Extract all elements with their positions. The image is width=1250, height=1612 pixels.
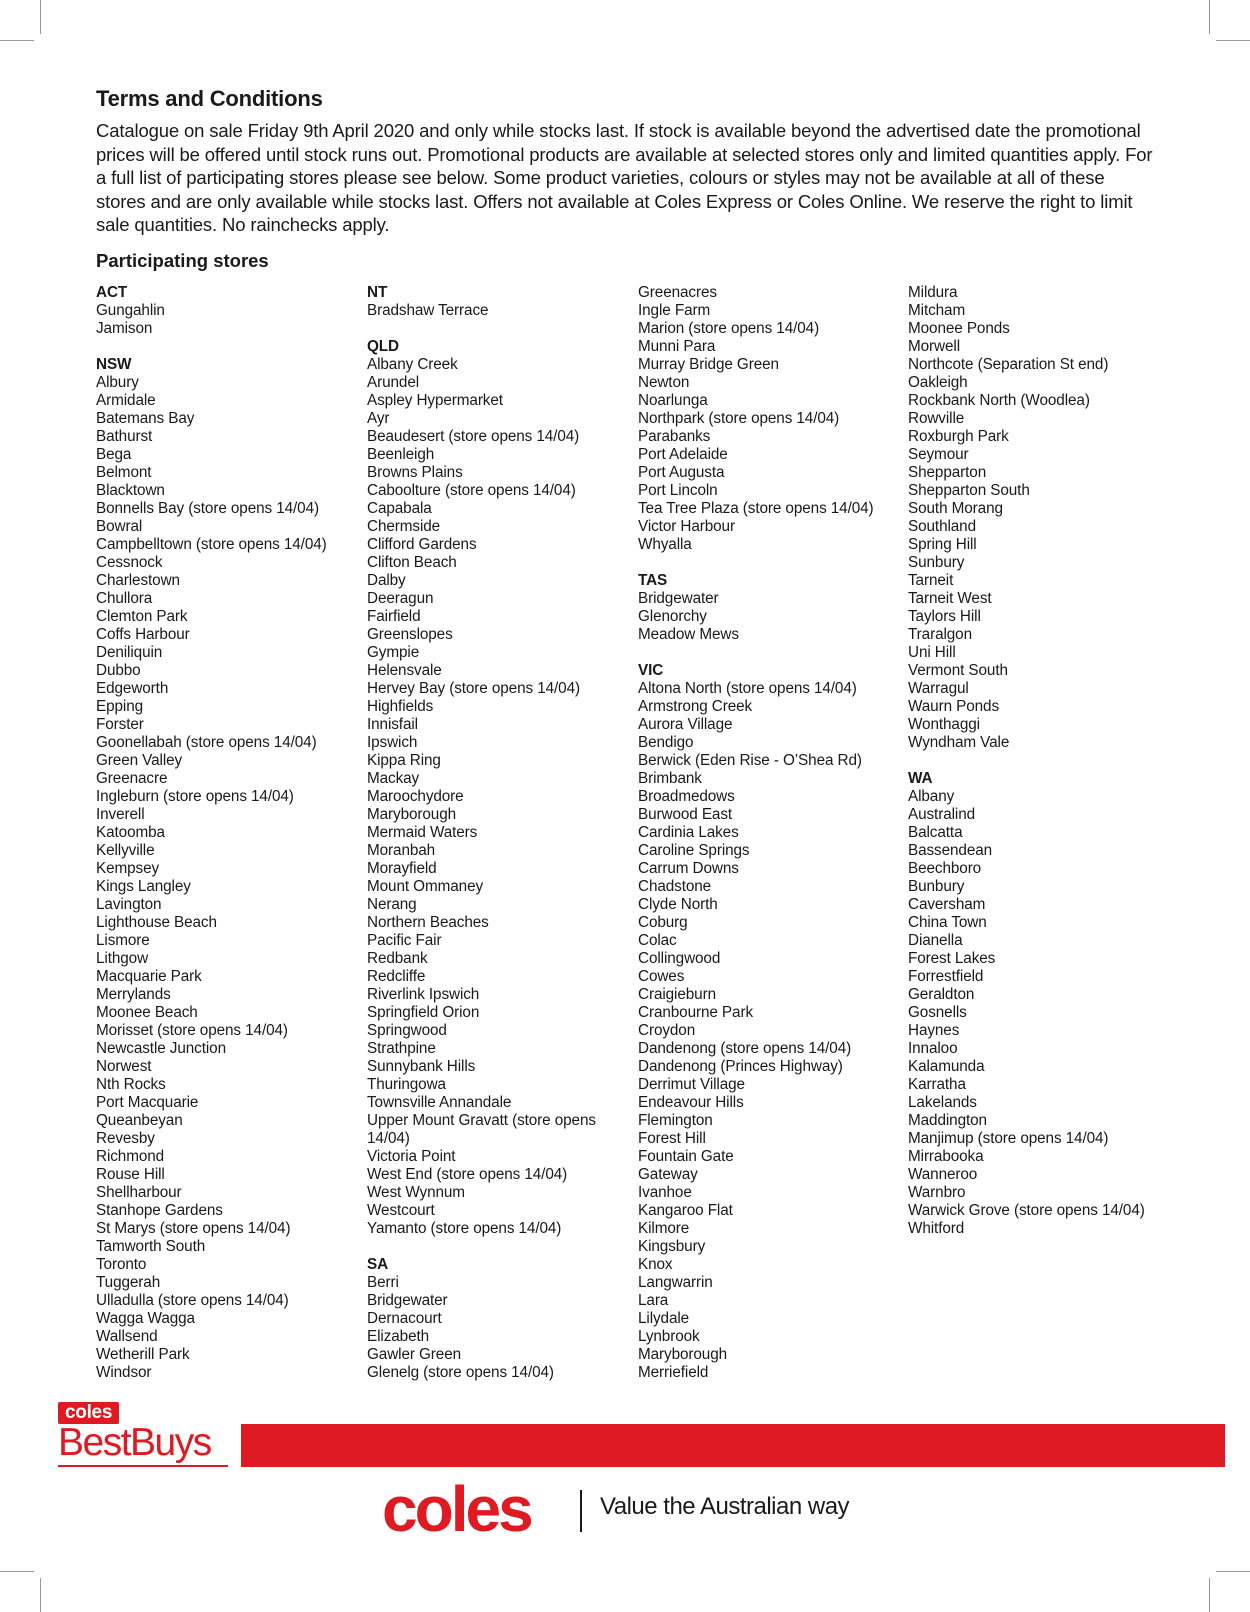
state-heading: WA: [908, 770, 933, 787]
store-name: Brimbank: [638, 770, 702, 787]
store-name: Edgeworth: [96, 680, 169, 697]
crop-mark: [1216, 40, 1250, 41]
store-name: Maryborough: [367, 806, 457, 823]
store-name: Westcourt: [367, 1202, 435, 1219]
store-name: Rockbank North (Woodlea): [908, 392, 1090, 409]
state-heading: QLD: [367, 338, 399, 355]
store-name: Kangaroo Flat: [638, 1202, 733, 1219]
store-name: Maroochydore: [367, 788, 464, 805]
store-name: Karratha: [908, 1076, 966, 1093]
store-name: Hervey Bay (store opens 14/04): [367, 680, 580, 697]
store-name: Ulladulla (store opens 14/04): [96, 1292, 289, 1309]
store-name: Munni Para: [638, 338, 716, 355]
store-name: Lakelands: [908, 1094, 977, 1111]
store-name: Tamworth South: [96, 1238, 206, 1255]
store-name: Nth Rocks: [96, 1076, 166, 1093]
store-name: Caversham: [908, 896, 986, 913]
store-name: Windsor: [96, 1364, 152, 1381]
store-name: Beenleigh: [367, 446, 435, 463]
bestbuys-text: BestBuys: [58, 1421, 211, 1464]
store-name: Charlestown: [96, 572, 180, 589]
store-name: Ivanhoe: [638, 1184, 692, 1201]
store-name: Richmond: [96, 1148, 165, 1165]
store-name: Rowville: [908, 410, 965, 427]
store-name: Carrum Downs: [638, 860, 739, 877]
store-name: Redcliffe: [367, 968, 426, 985]
store-name: Thuringowa: [367, 1076, 446, 1093]
store-name: Lithgow: [96, 950, 149, 967]
store-name: Noarlunga: [638, 392, 708, 409]
bestbuys-coles-tag: coles: [58, 1402, 119, 1424]
store-name: Lilydale: [638, 1310, 690, 1327]
store-name: Forrestfield: [908, 968, 984, 985]
store-name: Wanneroo: [908, 1166, 978, 1183]
store-name: Gympie: [367, 644, 420, 661]
store-name: Kempsey: [96, 860, 160, 877]
crop-mark: [40, 1578, 41, 1612]
store-name: Cowes: [638, 968, 685, 985]
store-name: Tea Tree Plaza (store opens 14/04): [638, 500, 874, 517]
store-name: Morayfield: [367, 860, 437, 877]
store-name: Moranbah: [367, 842, 436, 859]
store-name: Strathpine: [367, 1040, 436, 1057]
store-name: Springwood: [367, 1022, 447, 1039]
store-name: Northern Beaches: [367, 914, 489, 931]
store-name: Coffs Harbour: [96, 626, 190, 643]
spacer: [638, 644, 903, 662]
store-name: Chullora: [96, 590, 153, 607]
store-name: Belmont: [96, 464, 152, 481]
store-name: Fountain Gate: [638, 1148, 734, 1165]
store-column-4: [908, 284, 1173, 1238]
store-name: Gawler Green: [367, 1346, 462, 1363]
crop-mark: [1209, 0, 1210, 34]
store-name: Port Macquarie: [96, 1094, 199, 1111]
store-name: Dalby: [367, 572, 406, 589]
coles-logo: coles: [382, 1473, 531, 1545]
store-name: Wagga Wagga: [96, 1310, 195, 1327]
store-name: Pacific Fair: [367, 932, 442, 949]
store-name: Wyndham Vale: [908, 734, 1010, 751]
store-name: Newton: [638, 374, 690, 391]
crop-mark: [0, 1571, 34, 1572]
spacer: [638, 554, 903, 572]
store-name: Berwick (Eden Rise - O’Shea Rd): [638, 752, 862, 769]
store-name: Kippa Ring: [367, 752, 441, 769]
store-name: Croydon: [638, 1022, 696, 1039]
store-name: Lavington: [96, 896, 162, 913]
store-name: Southland: [908, 518, 976, 535]
state-heading: ACT: [96, 284, 128, 301]
store-name: Helensvale: [367, 662, 442, 679]
store-name: Forest Hill: [638, 1130, 706, 1147]
store-name: Australind: [908, 806, 976, 823]
store-name: Fairfield: [367, 608, 421, 625]
store-name: Roxburgh Park: [908, 428, 1009, 445]
store-name: Oakleigh: [908, 374, 968, 391]
tagline-divider: [580, 1490, 582, 1532]
store-name: Ipswich: [367, 734, 418, 751]
store-name: Warwick Grove (store opens 14/04): [908, 1202, 1145, 1219]
store-name: Shepparton: [908, 464, 987, 481]
store-name: Innaloo: [908, 1040, 958, 1057]
store-name: Capabala: [367, 500, 432, 517]
store-name: Mildura: [908, 284, 958, 301]
store-name: Port Augusta: [638, 464, 725, 481]
store-name: Shellharbour: [96, 1184, 182, 1201]
terms-title: Terms and Conditions: [96, 86, 323, 111]
store-name: Parabanks: [638, 428, 711, 445]
store-name: Port Adelaide: [638, 446, 728, 463]
store-name: Bassendean: [908, 842, 993, 859]
store-name: Armstrong Creek: [638, 698, 753, 715]
terms-body: Catalogue on sale Friday 9th April 2020 and only while stocks last. If stock is available beyond the advertised date the promotional prices will be offered until stock runs out. Promotional products are available at selected stores only and limited quantities apply. For a full list of participating stores please see below. Some product varieties, colours or styles may not be available at all of these stores and are only available while stocks last. Offers not available at Coles Express or Coles Online. We reserve the right to limit sale quantities. No rainchecks apply.: [96, 120, 1153, 236]
store-name: Springfield Orion: [367, 1004, 480, 1021]
store-name: Lismore: [96, 932, 150, 949]
tagline: Value the Australian way: [600, 1493, 850, 1520]
store-name: Greenacre: [96, 770, 168, 787]
store-name: Kings Langley: [96, 878, 191, 895]
crop-mark: [0, 40, 34, 41]
store-name: Nerang: [367, 896, 417, 913]
store-name: Bridgewater: [367, 1292, 448, 1309]
store-name: Broadmedows: [638, 788, 735, 805]
store-name: Bunbury: [908, 878, 965, 895]
crop-mark: [1209, 1578, 1210, 1612]
store-name: Coburg: [638, 914, 688, 931]
store-name: Marion (store opens 14/04): [638, 320, 820, 337]
store-name: Knox: [638, 1256, 673, 1273]
store-name: Toronto: [96, 1256, 147, 1273]
store-name: Warragul: [908, 680, 969, 697]
store-name: Bega: [96, 446, 132, 463]
store-name: Altona North (store opens 14/04): [638, 680, 857, 697]
state-heading: NT: [367, 284, 388, 301]
store-name: Burwood East: [638, 806, 733, 823]
store-name: Mermaid Waters: [367, 824, 478, 841]
store-name: Elizabeth: [367, 1328, 430, 1345]
store-name: Flemington: [638, 1112, 713, 1129]
store-name: Redbank: [367, 950, 428, 967]
store-name: Berri: [367, 1274, 399, 1291]
store-name: Bradshaw Terrace: [367, 302, 489, 319]
store-name: Upper Mount Gravatt (store opens 14/04): [367, 1112, 596, 1147]
store-name: Cessnock: [96, 554, 163, 571]
store-name: Geraldton: [908, 986, 975, 1003]
store-name: Northcote (Separation St end): [908, 356, 1109, 373]
store-name: Clyde North: [638, 896, 718, 913]
store-name: Forest Lakes: [908, 950, 996, 967]
store-name: Northpark (store opens 14/04): [638, 410, 840, 427]
store-name: Ingle Farm: [638, 302, 711, 319]
store-name: Derrimut Village: [638, 1076, 745, 1093]
store-name: Haynes: [908, 1022, 960, 1039]
store-name: Deeragun: [367, 590, 434, 607]
store-name: Morwell: [908, 338, 960, 355]
state-heading: VIC: [638, 662, 664, 679]
store-name: Murray Bridge Green: [638, 356, 779, 373]
store-name: St Marys (store opens 14/04): [96, 1220, 291, 1237]
store-name: Uni Hill: [908, 644, 956, 661]
store-name: Lynbrook: [638, 1328, 700, 1345]
store-name: Batemans Bay: [96, 410, 195, 427]
store-name: Whyalla: [638, 536, 692, 553]
store-name: Caboolture (store opens 14/04): [367, 482, 576, 499]
store-name: Mirrabooka: [908, 1148, 984, 1165]
store-name: Colac: [638, 932, 677, 949]
store-name: West Wynnum: [367, 1184, 465, 1201]
participating-stores-title: Participating stores: [96, 250, 269, 271]
coles-bestbuys-logo: [58, 1402, 211, 1463]
store-name: West End (store opens 14/04): [367, 1166, 568, 1183]
store-name: Albany: [908, 788, 955, 805]
store-name: Highfields: [367, 698, 434, 715]
store-name: Mount Ommaney: [367, 878, 484, 895]
store-name: Sunbury: [908, 554, 965, 571]
store-name: Katoomba: [96, 824, 165, 841]
store-name: Langwarrin: [638, 1274, 713, 1291]
state-heading: SA: [367, 1256, 389, 1273]
store-name: Gungahlin: [96, 302, 165, 319]
store-name: Jamison: [96, 320, 153, 337]
store-name: Mackay: [367, 770, 420, 787]
store-name: Kalamunda: [908, 1058, 985, 1075]
store-name: Balcatta: [908, 824, 963, 841]
store-name: Tarneit West: [908, 590, 992, 607]
store-name: Forster: [96, 716, 144, 733]
store-name: Meadow Mews: [638, 626, 739, 643]
store-name: Kingsbury: [638, 1238, 706, 1255]
store-name: Waurn Ponds: [908, 698, 1000, 715]
store-name: Bonnells Bay (store opens 14/04): [96, 500, 319, 517]
store-name: Revesby: [96, 1130, 155, 1147]
store-name: Collingwood: [638, 950, 721, 967]
store-name: Bowral: [96, 518, 143, 535]
store-name: Chermside: [367, 518, 441, 535]
store-name: Wonthaggi: [908, 716, 980, 733]
store-name: Tarneit: [908, 572, 954, 589]
store-name: Tuggerah: [96, 1274, 161, 1291]
store-name: Merriefield: [638, 1364, 709, 1381]
store-name: Queanbeyan: [96, 1112, 183, 1129]
store-name: Ayr: [367, 410, 390, 427]
store-name: Spring Hill: [908, 536, 977, 553]
store-name: Clifford Gardens: [367, 536, 477, 553]
store-name: Stanhope Gardens: [96, 1202, 223, 1219]
store-name: Victoria Point: [367, 1148, 456, 1165]
store-name: Rouse Hill: [96, 1166, 165, 1183]
store-name: Endeavour Hills: [638, 1094, 744, 1111]
store-name: Beechboro: [908, 860, 982, 877]
store-name: Albany Creek: [367, 356, 458, 373]
store-name: Norwest: [96, 1058, 152, 1075]
store-name: Riverlink Ipswich: [367, 986, 480, 1003]
store-name: Maryborough: [638, 1346, 728, 1363]
spacer: [96, 338, 361, 356]
store-name: Greenslopes: [367, 626, 453, 643]
store-name: Taylors Hill: [908, 608, 981, 625]
store-column-1: [96, 284, 361, 1382]
store-name: Aspley Hypermarket: [367, 392, 503, 409]
store-name: Blacktown: [96, 482, 165, 499]
store-name: Glenelg (store opens 14/04): [367, 1364, 554, 1381]
store-name: Manjimup (store opens 14/04): [908, 1130, 1109, 1147]
store-name: Mitcham: [908, 302, 966, 319]
store-name: Clemton Park: [96, 608, 188, 625]
store-name: Caroline Springs: [638, 842, 750, 859]
store-name: Gateway: [638, 1166, 698, 1183]
store-name: Bathurst: [96, 428, 153, 445]
store-name: Bendigo: [638, 734, 694, 751]
store-name: Dernacourt: [367, 1310, 442, 1327]
store-name: Dubbo: [96, 662, 141, 679]
store-name: Newcastle Junction: [96, 1040, 226, 1057]
store-name: Merrylands: [96, 986, 171, 1003]
store-name: Macquarie Park: [96, 968, 202, 985]
store-name: Wallsend: [96, 1328, 158, 1345]
store-name: Epping: [96, 698, 144, 715]
store-column-2: [367, 284, 632, 1382]
store-name: Dandenong (store opens 14/04): [638, 1040, 852, 1057]
store-name: Port Lincoln: [638, 482, 718, 499]
state-heading: NSW: [96, 356, 132, 373]
store-name: Traralgon: [908, 626, 972, 643]
store-name: Armidale: [96, 392, 156, 409]
store-name: South Morang: [908, 500, 1003, 517]
store-name: Wetherill Park: [96, 1346, 190, 1363]
store-name: Moonee Ponds: [908, 320, 1010, 337]
store-name: Greenacres: [638, 284, 717, 301]
store-name: Dianella: [908, 932, 963, 949]
store-name: Ingleburn (store opens 14/04): [96, 788, 294, 805]
store-name: Campbelltown (store opens 14/04): [96, 536, 327, 553]
store-name: Deniliquin: [96, 644, 163, 661]
store-name: Browns Plains: [367, 464, 463, 481]
store-name: Maddington: [908, 1112, 987, 1129]
store-name: Craigieburn: [638, 986, 716, 1003]
crop-mark: [40, 0, 41, 34]
store-name: Clifton Beach: [367, 554, 457, 571]
store-name: Inverell: [96, 806, 145, 823]
store-name: Dandenong (Princes Highway): [638, 1058, 843, 1075]
bestbuys-underline: [58, 1465, 228, 1467]
store-name: Arundel: [367, 374, 420, 391]
store-name: Lara: [638, 1292, 669, 1309]
store-name: Albury: [96, 374, 139, 391]
red-footer-band: [241, 1424, 1225, 1467]
store-name: Goonellabah (store opens 14/04): [96, 734, 317, 751]
store-name: Gosnells: [908, 1004, 967, 1021]
store-name: Victor Harbour: [638, 518, 735, 535]
store-name: Sunnybank Hills: [367, 1058, 476, 1075]
spacer: [367, 320, 632, 338]
store-name: Yamanto (store opens 14/04): [367, 1220, 562, 1237]
store-name: Shepparton South: [908, 482, 1030, 499]
store-name: Glenorchy: [638, 608, 707, 625]
store-name: Kilmore: [638, 1220, 690, 1237]
store-name: Morisset (store opens 14/04): [96, 1022, 288, 1039]
spacer: [367, 1238, 632, 1256]
state-heading: TAS: [638, 572, 668, 589]
store-name: Kellyville: [96, 842, 155, 859]
store-name: Vermont South: [908, 662, 1008, 679]
store-name: Bridgewater: [638, 590, 719, 607]
store-name: Beaudesert (store opens 14/04): [367, 428, 580, 445]
store-name: Warnbro: [908, 1184, 966, 1201]
store-name: Innisfail: [367, 716, 418, 733]
store-name: Townsville Annandale: [367, 1094, 512, 1111]
store-name: Chadstone: [638, 878, 712, 895]
store-name: Aurora Village: [638, 716, 733, 733]
store-name: Seymour: [908, 446, 969, 463]
store-name: Cranbourne Park: [638, 1004, 753, 1021]
store-name: Whitford: [908, 1220, 965, 1237]
crop-mark: [1216, 1571, 1250, 1572]
store-name: China Town: [908, 914, 987, 931]
store-name: Lighthouse Beach: [96, 914, 217, 931]
store-column-3: [638, 284, 903, 1382]
store-name: Cardinia Lakes: [638, 824, 739, 841]
store-name: Moonee Beach: [96, 1004, 198, 1021]
store-name: Green Valley: [96, 752, 183, 769]
spacer: [908, 752, 1173, 770]
